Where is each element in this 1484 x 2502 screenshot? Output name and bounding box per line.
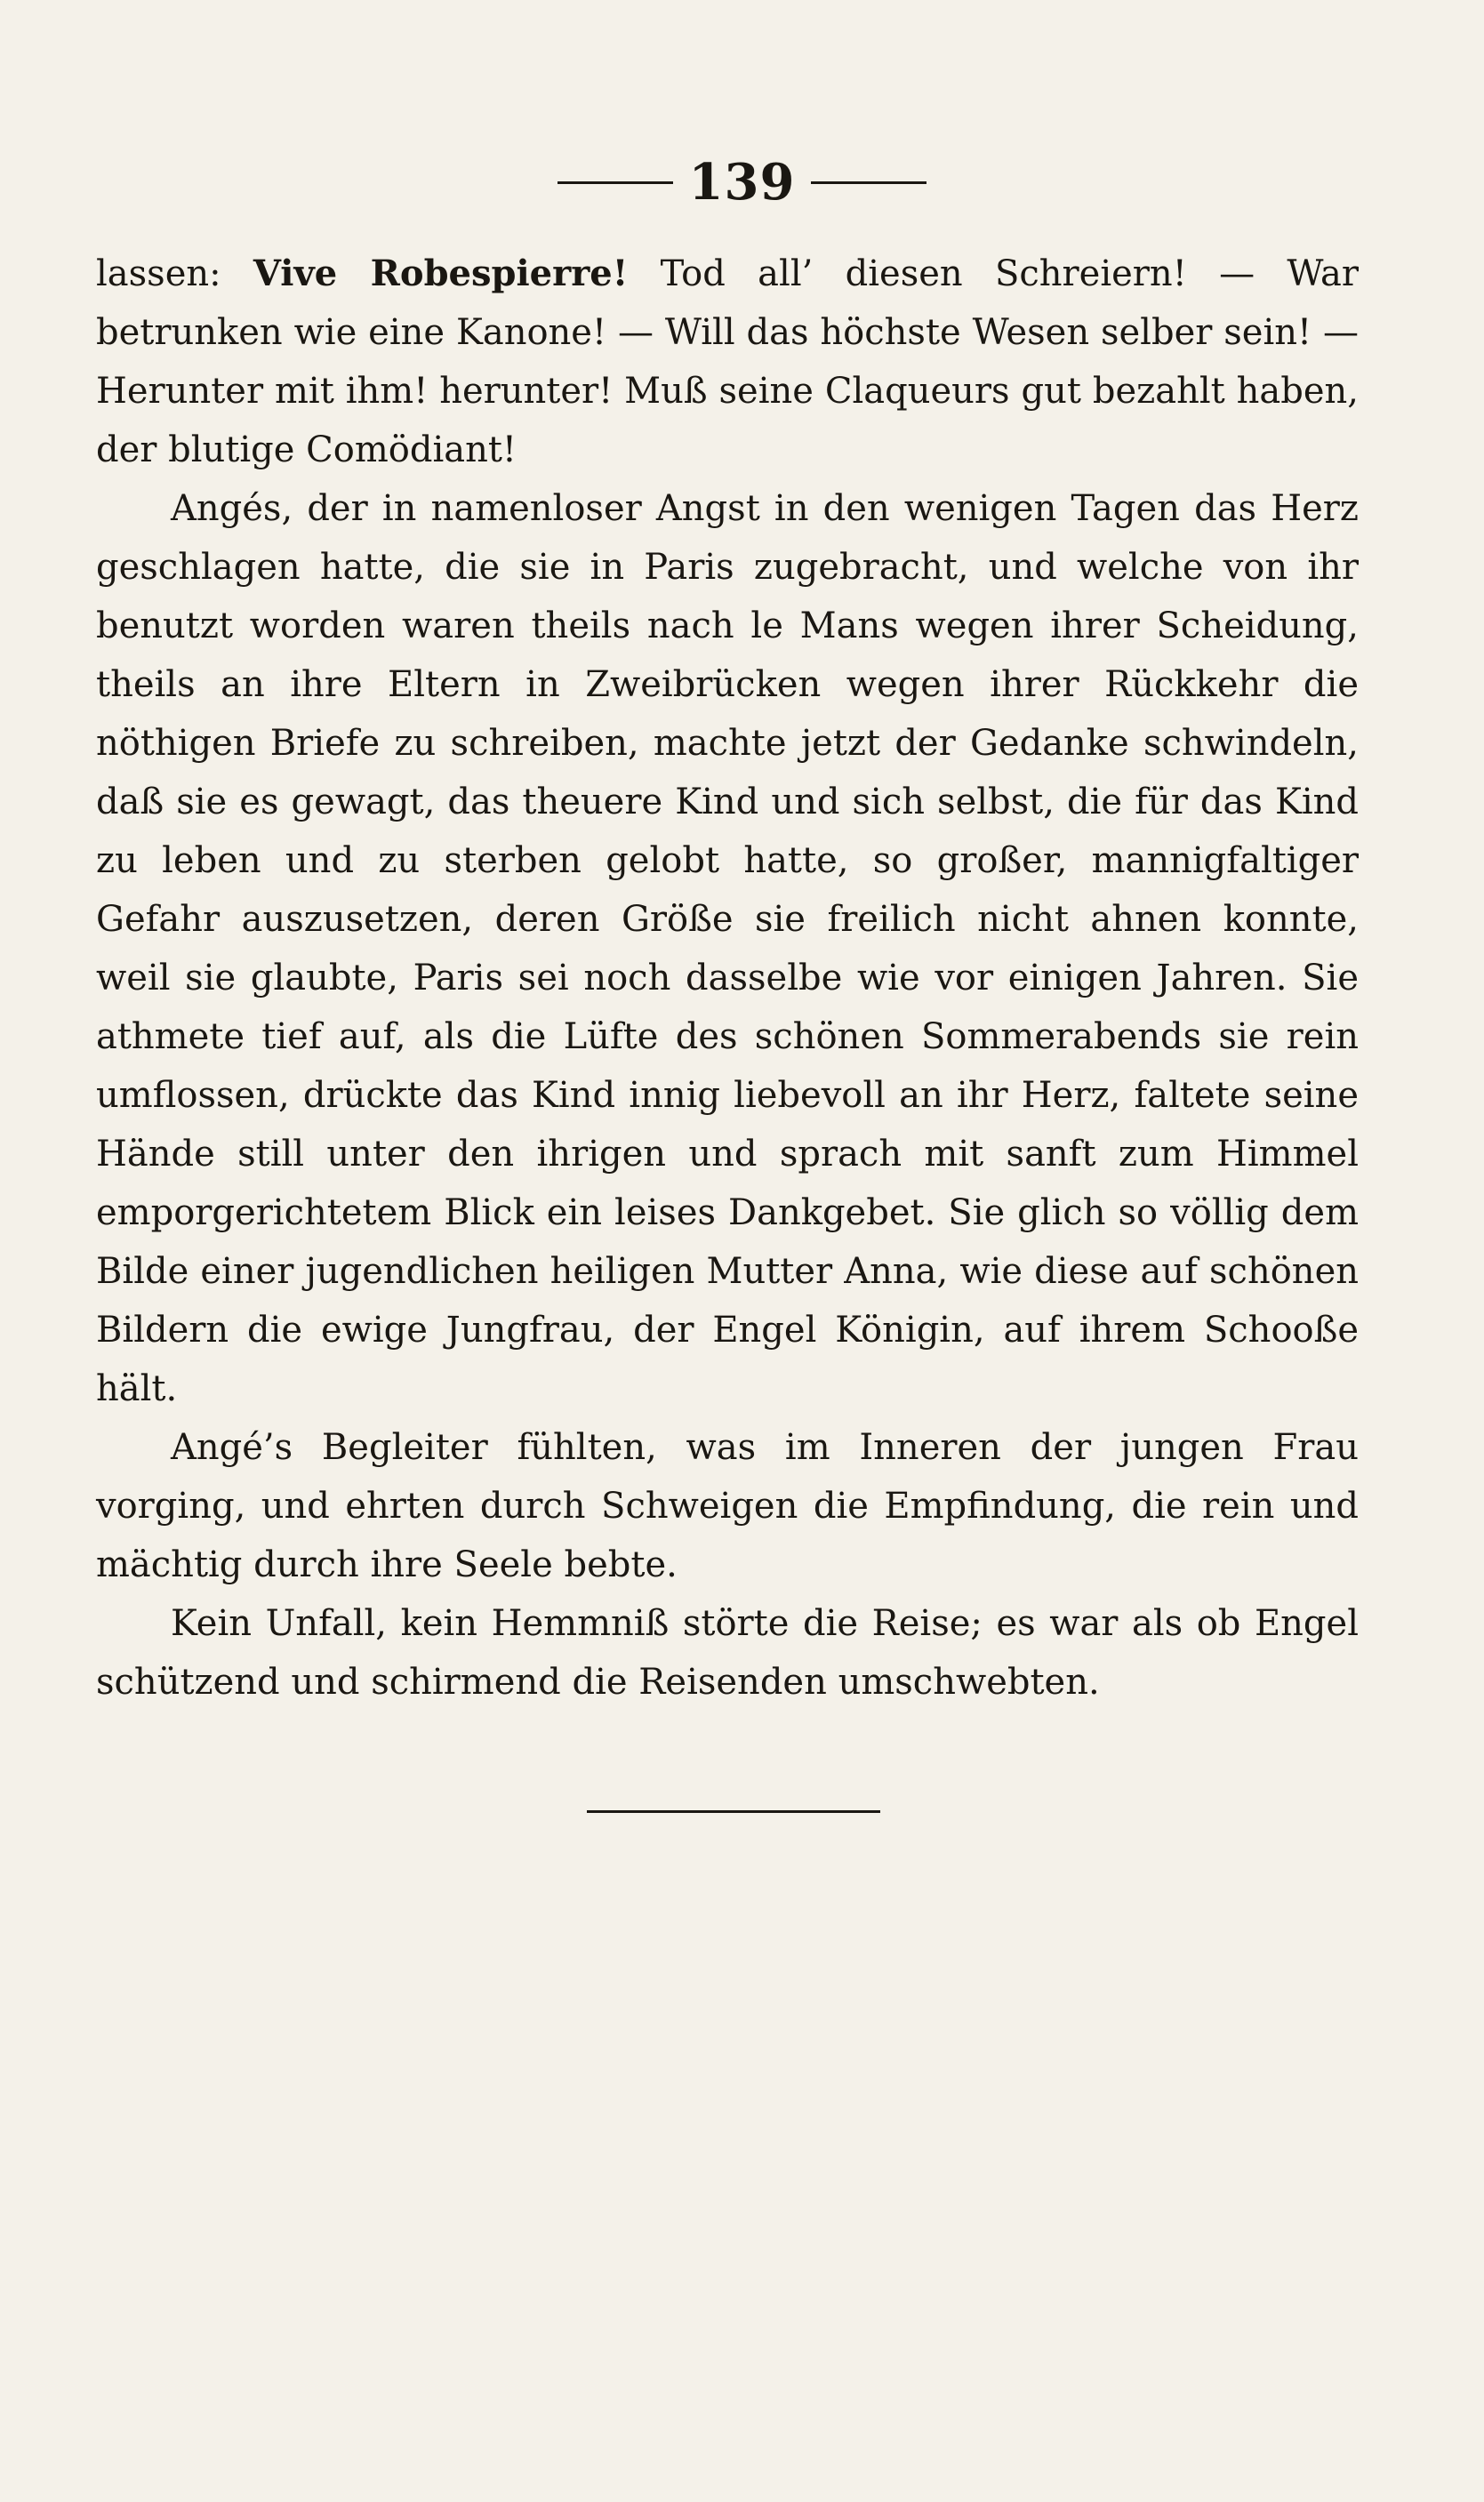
paragraph-2: Angés, der in namenloser Angst in den wenigen Tagen das Herz geschlagen hatte, die sie in Paris zugebracht, und welche von ihr benutzt worden waren theils nach le Mans wegen ihrer Scheidung, theils an ihre Eltern in Zweibrücken wegen ihrer Rückkehr die nöthigen Briefe zu schreiben, machte jetzt der Gedanke schwindeln, daß sie es gewagt, das theuere Kind und sich selbst, die für das Kind zu leben und zu sterben gelobt hatte, so großer, mannigfaltiger Gefahr auszusetzen, deren Größe sie freilich nicht ahnen konnte, weil sie glaubte, Paris sei noch dasselbe wie vor einigen Jahren. Sie athmete tief auf, als die Lüfte des schönen Sommerabends sie rein umflossen, drückte das Kind innig liebevoll an ihr Herz, faltete seine Hände still unter den ihrigen und sprach mit sanft zum Himmel emporgerichtetem Blick ein leises Dankgebet. Sie glich so völlig dem Bilde einer jugendlichen heiligen Mutter Anna, wie diese auf schönen Bildern die ewige Jungfrau, der Engel Königin, auf ihrem Schooße hält. <box>96 488 1359 1409</box>
page-header <box>0 147 1484 218</box>
body-text <box>96 245 1359 1712</box>
paragraph-1-lead: lassen: <box>96 253 253 294</box>
paragraph-1-bold-phrase: Vive Robespierre! <box>253 253 629 294</box>
header-rule-left <box>558 181 673 184</box>
paragraph-1 <box>96 245 1359 479</box>
paragraph-4: Kein Unfall, kein Hemmniß störte die Reise; es war als ob Engel schützend und schirmend die Reisenden umschwebten. <box>96 1603 1359 1703</box>
paragraph-1-text: Tod all’ diesen Schreiern! — War betrunken wie eine Kanone! — Will das höchste Wesen selber sein! — Herunter mit ihm! herunter! Muß seine Claqueurs gut bezahlt haben, der blutige Comödiant! <box>96 253 1359 470</box>
section-end-rule <box>587 1810 880 1813</box>
page-number: 139 <box>688 153 796 212</box>
header-rule-right <box>811 181 926 184</box>
paragraph-3: Angé’s Begleiter fühlten, was im Inneren der jungen Frau vorging, und ehrten durch Schweigen die Empfindung, die rein und mächtig durch ihre Seele bebte. <box>96 1427 1359 1585</box>
